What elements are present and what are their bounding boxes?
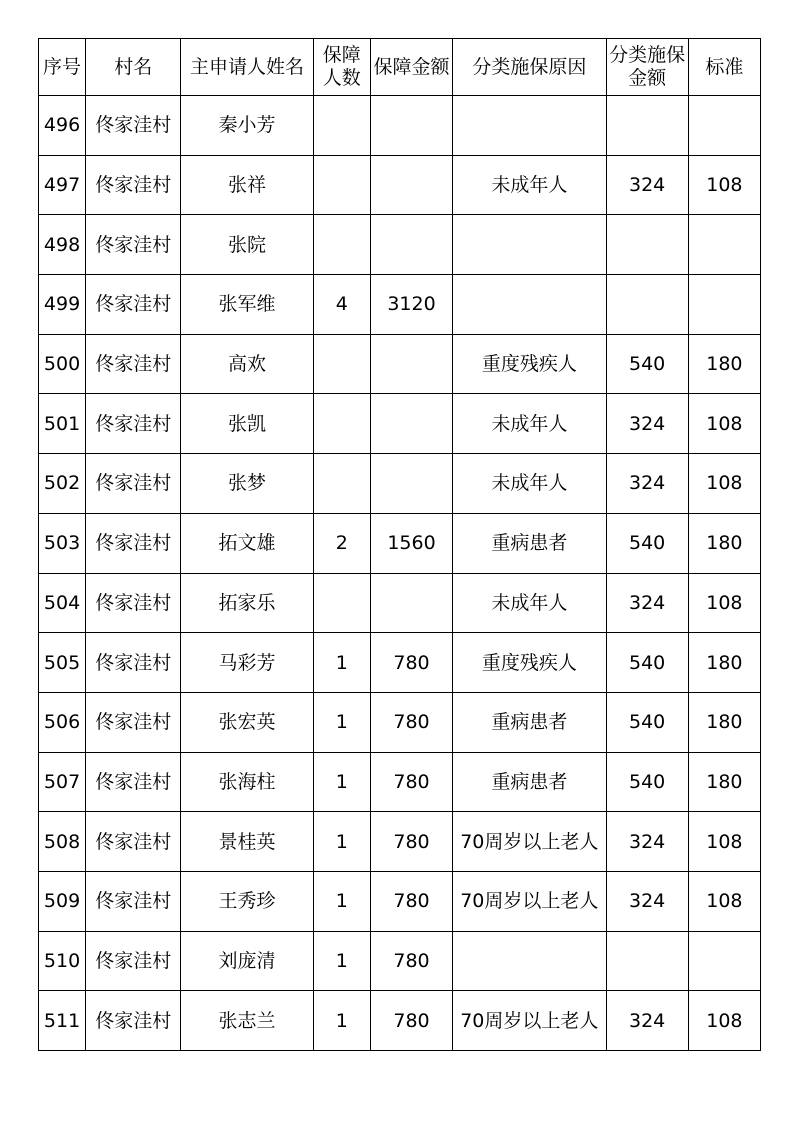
cell-class-amount: 540 <box>606 633 688 693</box>
table-row <box>39 454 761 514</box>
cell-village: 佟家洼村 <box>86 931 181 991</box>
cell-count: 1 <box>313 812 370 872</box>
cell-seq: 507 <box>39 752 86 812</box>
cell-count <box>313 334 370 394</box>
cell-seq: 506 <box>39 692 86 752</box>
table-row <box>39 871 761 931</box>
cell-standard: 180 <box>688 692 760 752</box>
cell-standard: 180 <box>688 633 760 693</box>
cell-class-amount: 324 <box>606 454 688 514</box>
cell-village: 佟家洼村 <box>86 812 181 872</box>
cell-village: 佟家洼村 <box>86 692 181 752</box>
cell-applicant: 张军维 <box>181 275 313 335</box>
cell-village: 佟家洼村 <box>86 633 181 693</box>
cell-applicant: 拓家乐 <box>181 573 313 633</box>
cell-count: 1 <box>313 633 370 693</box>
cell-amount: 780 <box>370 871 452 931</box>
cell-class-amount: 324 <box>606 871 688 931</box>
cell-applicant: 张海柱 <box>181 752 313 812</box>
cell-class-amount: 324 <box>606 991 688 1051</box>
cell-count: 2 <box>313 513 370 573</box>
cell-seq: 509 <box>39 871 86 931</box>
header-count: 保障人数 <box>313 39 370 96</box>
table-row <box>39 991 761 1051</box>
cell-standard <box>688 215 760 275</box>
table-row <box>39 275 761 335</box>
cell-village: 佟家洼村 <box>86 991 181 1051</box>
cell-count <box>313 454 370 514</box>
cell-amount: 780 <box>370 931 452 991</box>
cell-class-amount: 324 <box>606 812 688 872</box>
cell-seq: 502 <box>39 454 86 514</box>
cell-applicant: 张院 <box>181 215 313 275</box>
cell-amount <box>370 334 452 394</box>
cell-amount <box>370 96 452 156</box>
cell-count: 1 <box>313 871 370 931</box>
cell-amount: 780 <box>370 812 452 872</box>
cell-reason <box>453 215 606 275</box>
header-amount: 保障金额 <box>370 39 452 96</box>
cell-standard: 108 <box>688 155 760 215</box>
cell-reason: 70周岁以上老人 <box>453 871 606 931</box>
cell-amount: 3120 <box>370 275 452 335</box>
cell-class-amount: 540 <box>606 692 688 752</box>
cell-class-amount <box>606 96 688 156</box>
cell-applicant: 张凯 <box>181 394 313 454</box>
cell-amount: 780 <box>370 991 452 1051</box>
table-row <box>39 513 761 573</box>
cell-seq: 496 <box>39 96 86 156</box>
header-applicant: 主申请人姓名 <box>181 39 313 96</box>
cell-seq: 508 <box>39 812 86 872</box>
table-row <box>39 812 761 872</box>
cell-standard: 108 <box>688 812 760 872</box>
cell-village: 佟家洼村 <box>86 573 181 633</box>
cell-count: 1 <box>313 931 370 991</box>
header-row <box>39 39 761 96</box>
cell-village: 佟家洼村 <box>86 215 181 275</box>
cell-standard: 108 <box>688 991 760 1051</box>
header-reason: 分类施保原因 <box>453 39 606 96</box>
cell-seq: 504 <box>39 573 86 633</box>
cell-amount <box>370 454 452 514</box>
cell-seq: 510 <box>39 931 86 991</box>
cell-applicant: 马彩芳 <box>181 633 313 693</box>
cell-reason: 重病患者 <box>453 752 606 812</box>
cell-reason: 重度残疾人 <box>453 633 606 693</box>
cell-reason: 未成年人 <box>453 394 606 454</box>
cell-class-amount: 324 <box>606 573 688 633</box>
cell-village: 佟家洼村 <box>86 513 181 573</box>
cell-count <box>313 394 370 454</box>
cell-class-amount: 324 <box>606 394 688 454</box>
table-row <box>39 215 761 275</box>
cell-seq: 501 <box>39 394 86 454</box>
table-row <box>39 752 761 812</box>
cell-reason: 70周岁以上老人 <box>453 991 606 1051</box>
header-standard: 标准 <box>688 39 760 96</box>
cell-standard: 180 <box>688 513 760 573</box>
cell-class-amount <box>606 931 688 991</box>
cell-amount <box>370 394 452 454</box>
cell-reason: 未成年人 <box>453 454 606 514</box>
cell-reason: 重病患者 <box>453 513 606 573</box>
cell-standard <box>688 96 760 156</box>
cell-seq: 499 <box>39 275 86 335</box>
cell-amount: 780 <box>370 633 452 693</box>
cell-seq: 511 <box>39 991 86 1051</box>
cell-class-amount: 540 <box>606 513 688 573</box>
cell-count: 1 <box>313 752 370 812</box>
cell-class-amount: 540 <box>606 334 688 394</box>
cell-class-amount: 324 <box>606 155 688 215</box>
cell-standard: 108 <box>688 454 760 514</box>
header-seq: 序号 <box>39 39 86 96</box>
cell-standard <box>688 275 760 335</box>
cell-reason: 重病患者 <box>453 692 606 752</box>
table-row <box>39 394 761 454</box>
cell-village: 佟家洼村 <box>86 155 181 215</box>
cell-count: 1 <box>313 692 370 752</box>
cell-count <box>313 155 370 215</box>
table-row <box>39 692 761 752</box>
header-village: 村名 <box>86 39 181 96</box>
cell-seq: 498 <box>39 215 86 275</box>
cell-amount: 1560 <box>370 513 452 573</box>
table-row <box>39 96 761 156</box>
cell-applicant: 张宏英 <box>181 692 313 752</box>
cell-count: 4 <box>313 275 370 335</box>
header-class-amount: 分类施保金额 <box>606 39 688 96</box>
table-header <box>39 39 761 96</box>
cell-seq: 505 <box>39 633 86 693</box>
cell-applicant: 王秀珍 <box>181 871 313 931</box>
cell-reason: 70周岁以上老人 <box>453 812 606 872</box>
cell-count <box>313 96 370 156</box>
cell-village: 佟家洼村 <box>86 454 181 514</box>
table-row <box>39 155 761 215</box>
cell-amount: 780 <box>370 692 452 752</box>
cell-amount <box>370 155 452 215</box>
cell-standard: 108 <box>688 573 760 633</box>
cell-village: 佟家洼村 <box>86 871 181 931</box>
cell-standard <box>688 931 760 991</box>
cell-applicant: 刘庞清 <box>181 931 313 991</box>
cell-amount <box>370 215 452 275</box>
cell-class-amount: 540 <box>606 752 688 812</box>
cell-seq: 497 <box>39 155 86 215</box>
cell-village: 佟家洼村 <box>86 752 181 812</box>
assistance-roster-table <box>38 38 761 1051</box>
cell-village: 佟家洼村 <box>86 96 181 156</box>
cell-village: 佟家洼村 <box>86 394 181 454</box>
cell-village: 佟家洼村 <box>86 275 181 335</box>
cell-applicant: 张祥 <box>181 155 313 215</box>
cell-standard: 108 <box>688 394 760 454</box>
cell-applicant: 张梦 <box>181 454 313 514</box>
cell-standard: 108 <box>688 871 760 931</box>
cell-standard: 180 <box>688 752 760 812</box>
cell-village: 佟家洼村 <box>86 334 181 394</box>
table-row <box>39 334 761 394</box>
cell-applicant: 高欢 <box>181 334 313 394</box>
cell-applicant: 拓文雄 <box>181 513 313 573</box>
cell-count: 1 <box>313 991 370 1051</box>
cell-applicant: 张志兰 <box>181 991 313 1051</box>
cell-standard: 180 <box>688 334 760 394</box>
cell-count <box>313 215 370 275</box>
table-row <box>39 931 761 991</box>
cell-applicant: 景桂英 <box>181 812 313 872</box>
cell-class-amount <box>606 215 688 275</box>
cell-reason <box>453 96 606 156</box>
table-body <box>39 96 761 1051</box>
cell-reason: 重度残疾人 <box>453 334 606 394</box>
table-row <box>39 633 761 693</box>
cell-reason: 未成年人 <box>453 573 606 633</box>
cell-applicant: 秦小芳 <box>181 96 313 156</box>
cell-count <box>313 573 370 633</box>
cell-amount: 780 <box>370 752 452 812</box>
cell-reason: 未成年人 <box>453 155 606 215</box>
cell-seq: 503 <box>39 513 86 573</box>
table-row <box>39 573 761 633</box>
cell-seq: 500 <box>39 334 86 394</box>
cell-reason <box>453 931 606 991</box>
cell-class-amount <box>606 275 688 335</box>
cell-amount <box>370 573 452 633</box>
cell-reason <box>453 275 606 335</box>
